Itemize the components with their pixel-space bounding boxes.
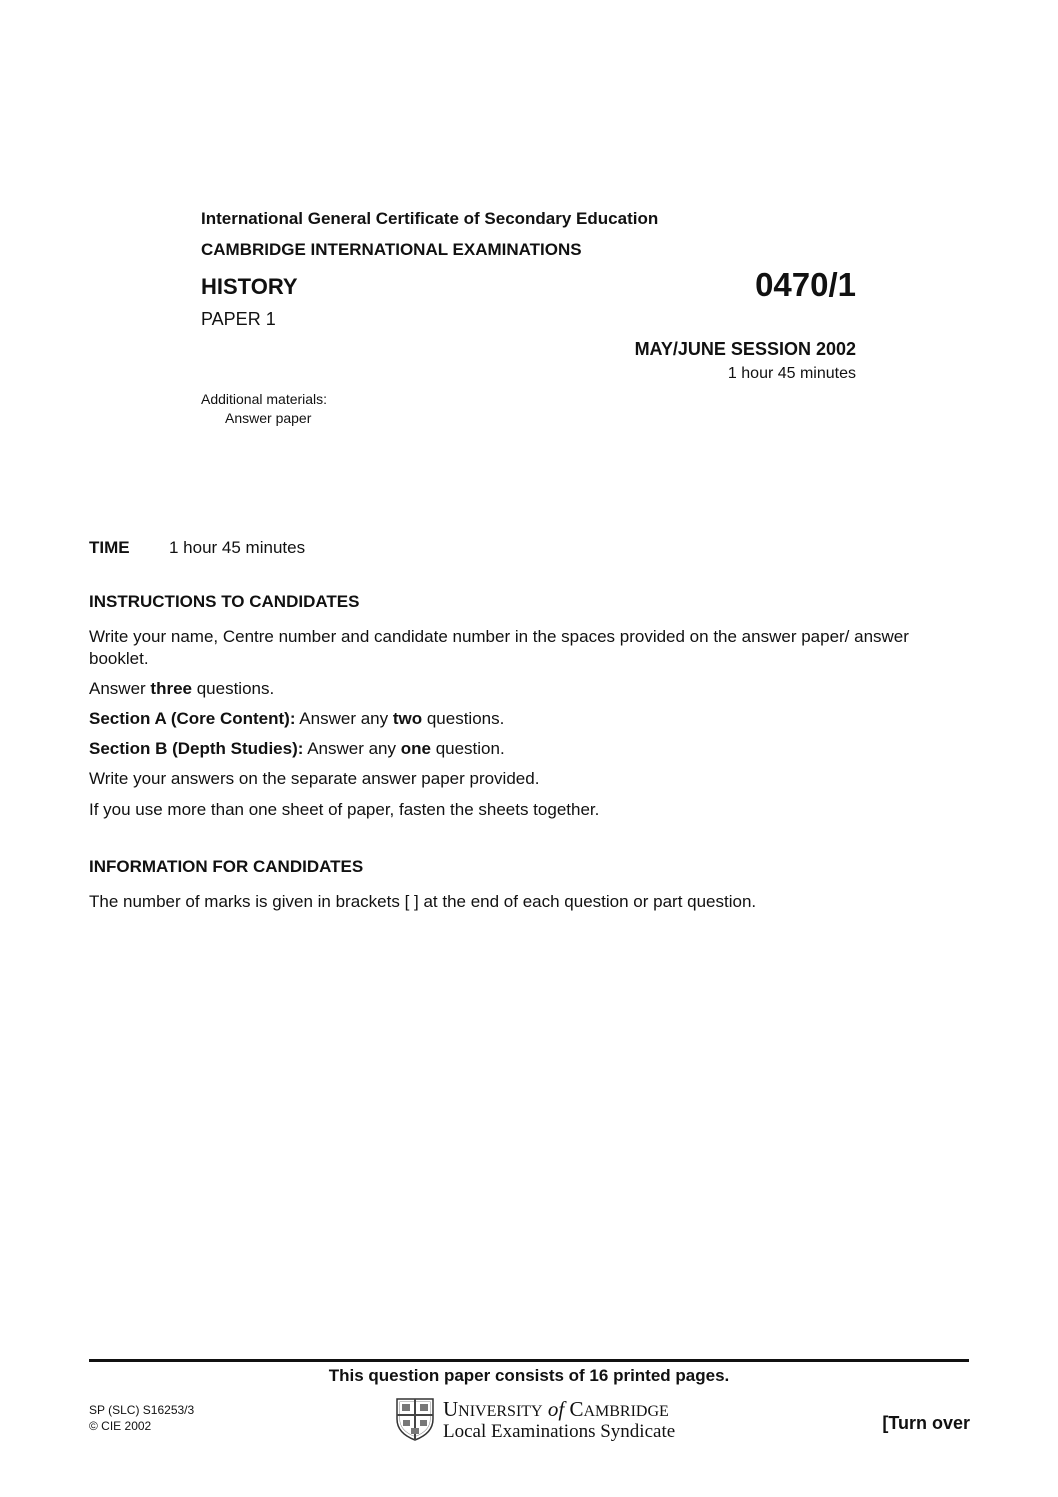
subject-title: HISTORY bbox=[201, 274, 298, 299]
university-name-of: of bbox=[547, 1397, 565, 1421]
university-name-text: NIVERSITY bbox=[458, 1403, 543, 1420]
time-label: TIME bbox=[89, 538, 130, 557]
university-name-initial: U bbox=[443, 1397, 459, 1421]
page-count-note: This question paper consists of 16 printed pages. bbox=[328, 1366, 730, 1385]
university-name-text: AMBRIDGE bbox=[583, 1403, 669, 1420]
instruction-text: questions. bbox=[422, 709, 505, 728]
instruction-answer-count bbox=[89, 679, 274, 699]
paper-reference: SP (SLC) S16253/3 bbox=[89, 1403, 195, 1417]
exam-duration: 1 hour 45 minutes bbox=[727, 365, 856, 382]
instruction-emphasis: two bbox=[392, 709, 423, 728]
instruction-text: Answer any bbox=[295, 709, 393, 728]
instruction-emphasis: one bbox=[400, 739, 431, 758]
time-value: 1 hour 45 minutes bbox=[169, 538, 306, 557]
board-name: CAMBRIDGE INTERNATIONAL EXAMINATIONS bbox=[201, 240, 582, 259]
syndicate-name: Local Examinations Syndicate bbox=[443, 1421, 676, 1442]
instruction-section-b bbox=[89, 739, 505, 759]
paper-number: PAPER 1 bbox=[201, 309, 276, 329]
additional-materials-label: Additional materials: bbox=[201, 391, 328, 407]
footer-divider bbox=[89, 1359, 969, 1362]
instruction-text: Answer any bbox=[303, 739, 401, 758]
university-name bbox=[443, 1397, 669, 1422]
turn-over-note: [Turn over bbox=[882, 1413, 970, 1433]
instruction-text: questions. bbox=[192, 679, 275, 698]
copyright: © CIE 2002 bbox=[89, 1419, 152, 1433]
instructions-heading: INSTRUCTIONS TO CANDIDATES bbox=[89, 592, 360, 611]
instruction-section-a bbox=[89, 709, 504, 729]
section-b-label: Section B (Depth Studies): bbox=[89, 739, 304, 758]
section-a-label: Section A (Core Content): bbox=[89, 709, 296, 728]
instruction-write-answers: Write your answers on the separate answer paper provided. bbox=[89, 769, 540, 788]
qualification-title: International General Certificate of Secondary Education bbox=[201, 209, 659, 228]
instruction-text: question. bbox=[430, 739, 505, 758]
information-heading: INFORMATION FOR CANDIDATES bbox=[89, 857, 364, 876]
information-marks: The number of marks is given in brackets [ ] at the end of each question or part question. bbox=[89, 892, 757, 911]
instruction-emphasis: three bbox=[150, 679, 192, 698]
university-crest-icon bbox=[395, 1397, 435, 1441]
paper-code: 0470/1 bbox=[755, 266, 856, 303]
instruction-write-name: Write your name, Centre number and candidate number in the spaces provided on the answer paper/ answer booklet. bbox=[89, 627, 909, 668]
exam-session: MAY/JUNE SESSION 2002 bbox=[634, 339, 856, 359]
additional-materials-item: Answer paper bbox=[225, 410, 312, 426]
instruction-fasten-sheets: If you use more than one sheet of paper, fasten the sheets together. bbox=[89, 800, 600, 819]
university-name-initial: C bbox=[569, 1397, 584, 1421]
instruction-text: Answer bbox=[89, 679, 151, 698]
